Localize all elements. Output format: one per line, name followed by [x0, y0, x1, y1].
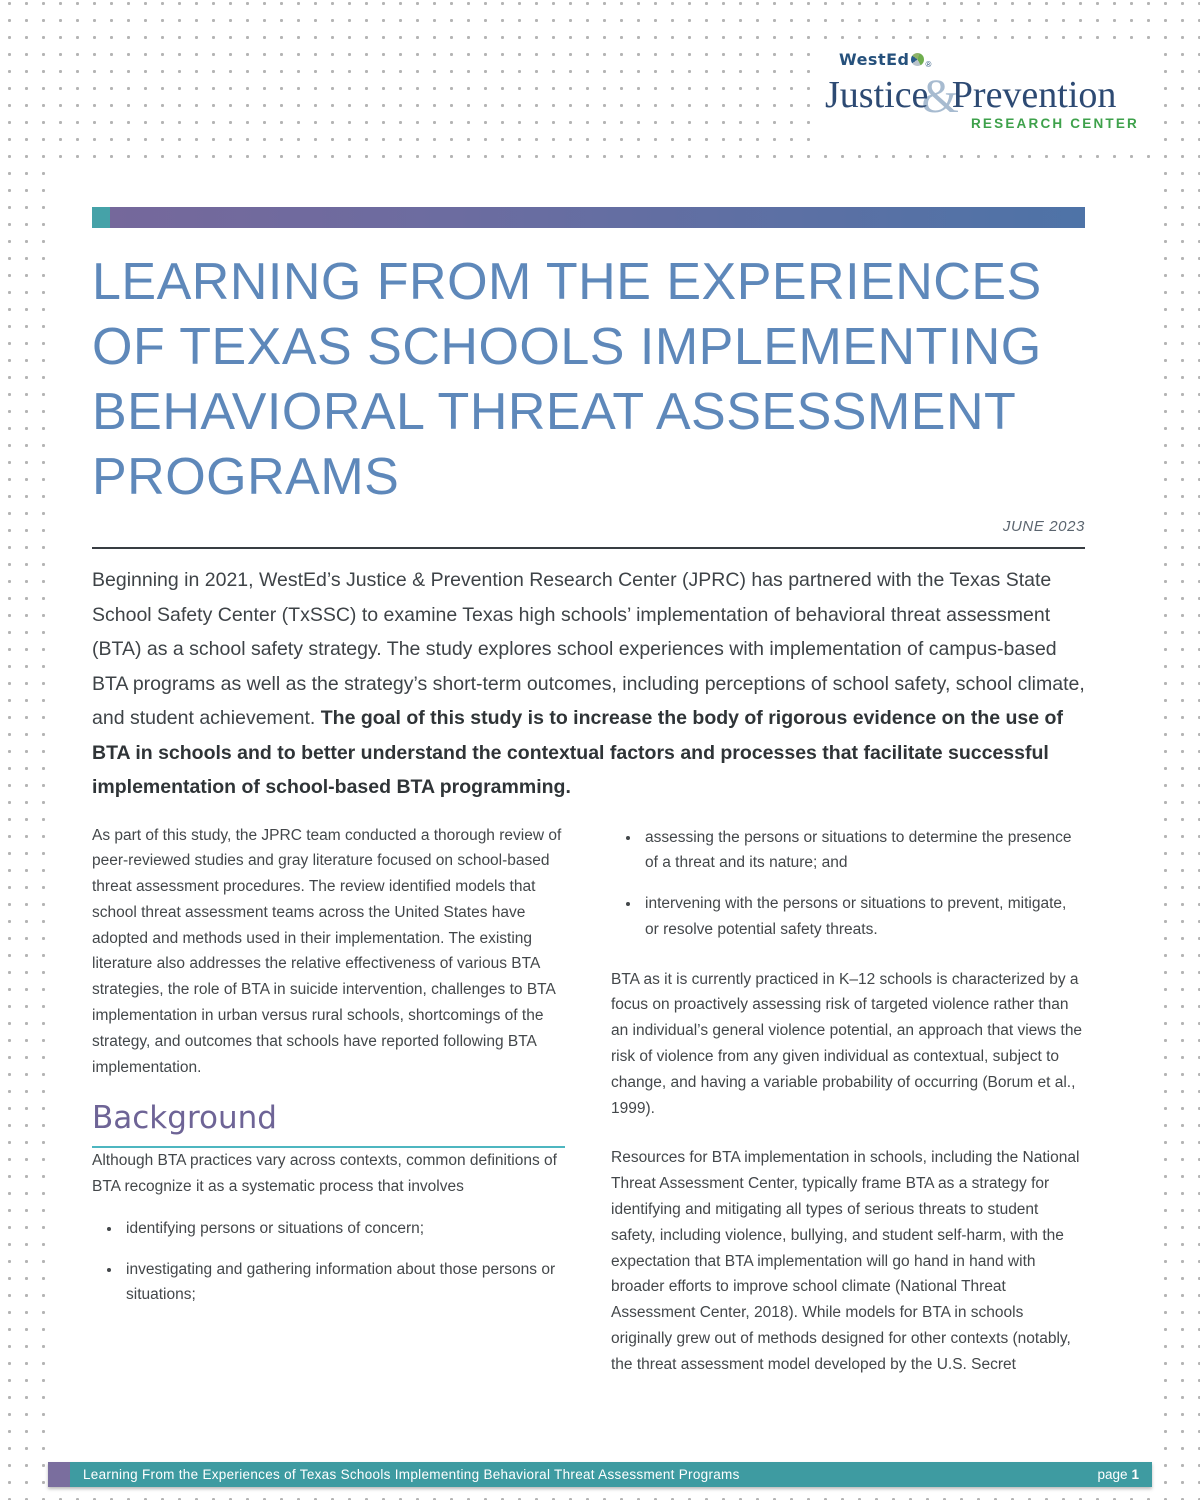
- publication-date: JUNE 2023: [1002, 518, 1085, 535]
- footer-purple-square: [48, 1462, 70, 1487]
- gradient-accent-bar: [110, 207, 1085, 228]
- footer-page-label: page: [1097, 1467, 1128, 1482]
- bullet-list: [92, 1216, 565, 1308]
- registered-mark: ®: [925, 60, 932, 69]
- teal-accent-square: [92, 207, 110, 228]
- body-paragraph: Although BTA practices vary across contexts, common definitions of BTA recognize it as a systematic process that involves: [92, 1152, 557, 1196]
- header-accent-bar: [92, 207, 1085, 228]
- footer-document-title: Learning From the Experiences of Texas Schools Implementing Behavioral Threat Assessment Programs: [83, 1467, 740, 1482]
- wested-text: WestEd: [839, 50, 910, 69]
- logo-prevention: Prevention: [951, 74, 1117, 116]
- intro-text: Beginning in 2021, WestEd’s Justice & Prevention Research Center (JPRC) has partnered with the Texas State School Safety Center (TxSSC) to examine Texas high schools’ implementation of behavioral threat assessment (BTA) as a school safety strategy. The study explores school experiences with implementation of campus-based BTA programs as well as the strategy’s short-term outcomes, including perceptions of school safety, school climate, and student achievement.: [92, 569, 1085, 729]
- body-paragraph: BTA as it is currently practiced in K–12 schools is characterized by a focus on proactively assessing risk of targeted violence rather than an individual’s general violence potential, an approach that views the risk of violence from any given individual as contextual, subject to change, and having a variable probability of occurring (Borum et al., 1999).: [611, 970, 1083, 1117]
- intro-bold-text: The goal of this study is to increase the body of rigorous evidence on the use of BTA in schools and to better understand the contextual factors and processes that facilitate successful implementation of school-based BTA programming.: [92, 707, 1063, 798]
- section-heading-background: Background: [92, 1106, 565, 1148]
- research-center-label: RESEARCH CENTER: [970, 116, 1139, 131]
- page-title-line-3: BEHAVIORAL THREAT ASSESSMENT: [92, 383, 1017, 441]
- justice-prevention-wordmark: [825, 64, 1145, 123]
- page-title-line-2: OF TEXAS SCHOOLS IMPLEMENTING: [92, 318, 1042, 376]
- footer-page-indicator: [1097, 1467, 1139, 1482]
- list-item: • intervening with the persons or situations to prevent, mitigate, or resolve potential safety threats.: [641, 891, 1084, 943]
- left-column: [92, 823, 565, 1378]
- bullet-list: [611, 825, 1084, 943]
- content-panel: [45, 167, 1152, 1453]
- right-column: [611, 823, 1084, 1378]
- divider-rule: [92, 547, 1085, 549]
- page-title-line-1: LEARNING FROM THE EXPERIENCES: [92, 253, 1042, 311]
- list-item: • investigating and gathering information about those persons or situations;: [122, 1257, 565, 1309]
- list-item: • identifying persons or situations of concern;: [122, 1216, 565, 1242]
- footer-page-number: 1: [1131, 1467, 1139, 1482]
- list-item: • assessing the persons or situations to determine the presence of a threat and its nature; and: [641, 825, 1084, 877]
- logo-ampersand: &: [921, 70, 959, 123]
- logo-justice: Justice: [825, 74, 929, 116]
- body-paragraph: Resources for BTA implementation in schools, including the National Threat Assessment Center, typically frame BTA as a strategy for identifying and mitigating all types of serious threats to student safety, including violence, bullying, and student self-harm, with the expectation that BTA implementation will go hand in hand with broader efforts to improve school climate (National Threat Assessment Center, 2018). While models for BTA in schools originally grew out of methods designed for other contexts (notably, the threat assessment model developed by the U.S. Secret: [611, 1149, 1080, 1373]
- footer-bar: [48, 1462, 1152, 1487]
- two-column-body: [92, 823, 1085, 1378]
- page-title: [92, 250, 1085, 510]
- jprc-logo: [815, 44, 1153, 150]
- body-paragraph: As part of this study, the JPRC team conducted a thorough review of peer-reviewed studies and gray literature focused on school-based threat assessment procedures. The review identified models that school threat assessment teams across the United States have adopted and methods used in their implementation. The existing literature also addresses the relative effectiveness of various BTA strategies, the role of BTA in suicide intervention, challenges to BTA implementation in urban versus rural schools, shortcomings of the strategy, and outcomes that schools have reported following BTA implementation.: [92, 826, 562, 1076]
- intro-paragraph: [92, 563, 1085, 805]
- page-title-line-4: PROGRAMS: [92, 448, 400, 506]
